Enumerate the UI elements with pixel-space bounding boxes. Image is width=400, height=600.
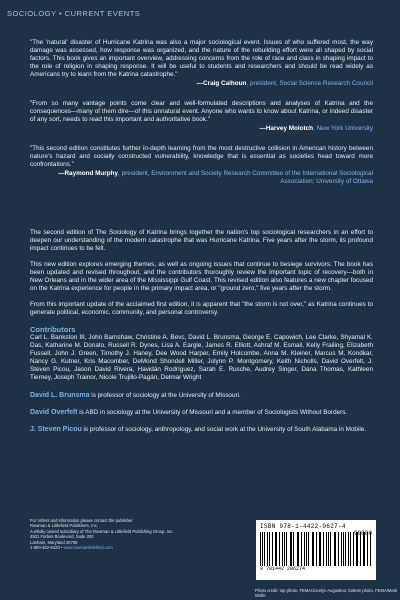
barcode (256, 520, 376, 580)
endorsement-1 (30, 39, 373, 88)
barcode-bar (357, 532, 358, 566)
publisher-line: A wholly owned subsidiary of The Rowman & Littlefield Publishing Group, Inc. (30, 528, 174, 534)
editor-name: David L. Brunsma (30, 392, 90, 399)
contributors-list: Carl L. Bankston III, John Barnshaw, Christine A. Bevc, David L. Brunsma, George E. Capowich, Lee Clarke, Shyamal K. Das, Katharine M. Donato, Russell R. Dynes, Lisa A. Eargle, James R. Elliott, Ashraf M. Esmail, Kelly Frailing, Elizabeth Fussell, John J. Green, Timothy J. Haney, Dee Wood Harper, Emily Holcombe, Anna M. Kleiner, Marcus M. Kondkar, Nancy G. Kutner, Kris Macomber, DeMond Shondell Miller, Jolynn P. Montgomery, Keith Nicholls, David Overfelt, J. Steven Picou, Jason David Rivera, Havidán Rodríguez, Sarah E. Rusche, Audrey Singer, Dana Thomas, Kathleen Tierney, Joseph Trainor, Nicole Trujillo-Pagán, Delmar Wright (30, 334, 373, 381)
quote-author: —Harvey Molotch (259, 125, 314, 132)
barcode-bar (320, 532, 321, 566)
publisher-url[interactable]: www.rowmanlittlefield.com (63, 545, 113, 551)
contributors-heading: Contributors (30, 325, 76, 334)
editor-description: is professor of sociology at the University of Missouri. (89, 392, 241, 399)
barcode-bar (348, 532, 349, 566)
editor-name: J. Steven Picou (30, 426, 82, 433)
editor-bio-2 (30, 409, 373, 417)
quote-attribution (30, 125, 373, 133)
endorsement-2 (30, 100, 373, 133)
barcode-bar (282, 532, 283, 566)
barcode-bar (350, 532, 351, 566)
quote-affiliation: , president, Environment and Society Research Committee of the International Sociological Association; University of Ottawa (118, 170, 373, 185)
barcode-bar (269, 532, 270, 566)
barcode-bar (370, 532, 371, 566)
quote-text: "The 'natural' disaster of Hurricane Katrina was also a major sociological event. Issues of who suffered most, the way damage was assessed, how response was organized, and the nature of the rebuilding effort were all shaped by social factors. This book gives an important overview, addressing concerns from the role of race and class in shaping impact to the role of religion in shaping response. It will be useful to students and researchers and should be read widely as Americans try to learn from the Katrina catastrophe." (30, 39, 373, 78)
quote-text: "This second edition constitutes further in-depth learning from the most destructive collision in American history between nature's hazard and socially constructed vulnerability, knowledge that is essential as societies head toward more confrontations." (30, 145, 373, 168)
category-label: SOCIOLOGY • CURRENT EVENTS (7, 9, 141, 18)
description-paragraph-2: This new edition explores emerging themes, as well as ongoing issues that continue to besiege survivors. The book has been updated and revised throughout, and the contributors thoroughly review the important topic of recovery—both in New Orleans and in the wider area of the Mississippi Gulf Coast. This revised edition also features a new chapter focused on the Katrina experience for people in the primary impact area, or "ground zero," five years after the storm. (30, 261, 373, 292)
publisher-line: For orders and information please contact the publisher (30, 518, 133, 523)
barcode-bar (260, 532, 261, 566)
publisher-contact (30, 545, 174, 550)
description-paragraph-1: The second edition of The Sociology of Katrina brings together the nation's top sociological researchers in an effort to deepen our understanding of the modern catastrophe that was Hurricane Katrina. Five years after the storm, its profound impact continues to be felt. (30, 229, 373, 252)
quote-affiliation: , New York University (313, 125, 373, 132)
price-code: 90000 (353, 530, 372, 537)
barcode-bar (316, 532, 317, 566)
quote-attribution (30, 80, 373, 88)
barcode-bar (304, 532, 305, 566)
barcode-bar (341, 532, 342, 566)
barcode-bar (334, 532, 335, 566)
quote-affiliation: , president, Social Science Research Council (246, 80, 373, 87)
description (30, 229, 373, 443)
publisher-line: Lanham, Maryland 20706 (30, 539, 78, 545)
description-paragraph-3: From this important update of the acclaimed first edition, it is apparent that "the storm is not over," as Katrina continues to generate political, economic, community, and personal controversy. (30, 301, 373, 316)
quote-attribution (30, 170, 373, 186)
editor-description: is ABD in sociology at the University of Missouri and a member of Sociologists Without Borders. (77, 409, 348, 416)
editor-description: is professor of sociology, anthropology, and social work at the University of South Alabama in Mobile. (81, 426, 367, 433)
quote-text: "From so many vantage points come clear and well-formulated descriptions and analyses of Katrina and the consequences—many of them dire—of this unnatural event. Anyone who wants to know about Katrina, or indeed disaster of any sort, needs to read this important and authoritative book." (30, 100, 373, 123)
isbn-label: ISBN 978-1-4422-0627-4 (260, 523, 346, 530)
barcode-bar (364, 532, 365, 566)
barcode-bar (301, 532, 302, 566)
photo-credits: Photo credit: top photo, FEMA/Jocelyn Augustino; bottom photo, FEMA/Mark Wolfe (255, 588, 398, 598)
endorsement-3 (30, 145, 373, 186)
publisher-line: Rowman & Littlefield Publishers, Inc. (30, 523, 98, 529)
barcode-bar (279, 532, 280, 566)
barcode-digits: 9 781442 206274 (260, 566, 306, 572)
editor-bio-1 (30, 392, 373, 400)
barcode-bar (328, 532, 329, 566)
barcode-bar (293, 532, 294, 566)
endorsements (30, 39, 373, 186)
barcode-bar (267, 532, 268, 566)
barcode-bars (260, 532, 372, 566)
barcode-bar (286, 532, 287, 566)
publisher-phone: 1-800-462-6420 • (30, 545, 64, 551)
publisher-line: 4501 Forbes Boulevard, Suite 200 (30, 534, 94, 540)
publisher-info (30, 518, 174, 550)
quote-author: —Raymond Murphy (58, 170, 119, 177)
quote-author: —Craig Calhoun (196, 80, 247, 87)
editor-bio-3 (30, 426, 373, 434)
editor-name: David Overfelt (30, 409, 78, 416)
barcode-bar (308, 532, 309, 566)
